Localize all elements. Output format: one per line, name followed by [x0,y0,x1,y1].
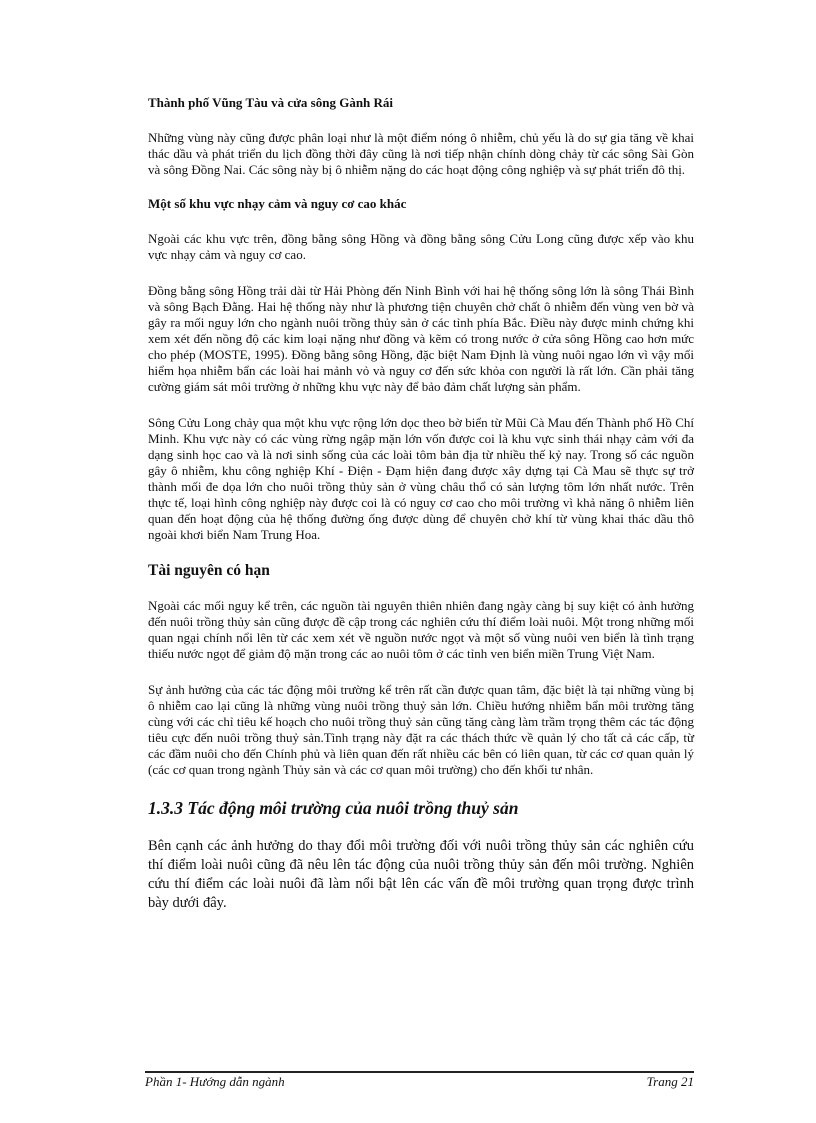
paragraph-sensitive-intro: Ngoài các khu vực trên, đồng bằng sông Hồng và đồng bằng sông Cửu Long cũng được xếp vào khu vực nhạy cảm và nguy cơ cao. [148,231,694,262]
page-number: Trang 21 [646,1074,694,1089]
page-content [148,95,694,913]
paragraph-resources-depletion: Ngoài các mối nguy kể trên, các nguồn tài nguyên thiên nhiên đang ngày càng bị suy kiệt có ảnh hưởng đến nuôi trồng thủy sản cũng được đề cập trong các nghiên cứu thí điểm loài nuôi. Một trong những mối quan ngại chính nổi lên từ các xem xét về nguồn nước ngọt và một số vùng nuôi ven biển là tình trạng thiếu nước ngọt để giảm độ mặn trong các ao nuôi tôm ở các tỉnh ven biển miền Trung Việt Nam. [148,598,694,661]
footer-section-label: Phần 1- Hướng dẫn ngành [145,1074,285,1089]
section-heading-vung-tau: Thành phố Vũng Tàu và cửa sông Gành Rái [148,95,394,110]
page-footer [145,1074,694,1090]
paragraph-environmental-impacts: Sự ảnh hưởng của các tác động môi trường kể trên rất cần được quan tâm, đặc biệt là tại những vùng bị ô nhiễm cao lại cũng là những vùng nuôi trồng thuỷ sản lớn. Chiều hướng nhiễm bẩn môi trường tăng cùng với các chỉ tiêu kế hoạch cho nuôi trồng thuỷ sản cũng tăng càng làm trầm trọng thêm các tác động tiêu cực đến nuôi trồng thuỷ sản.Tình trạng này đặt ra các thách thức về quản lý cho tất cả các cấp, từ các đầm nuôi cho đến Chính phủ và liên quan đến rất nhiều các bên có liên quan, từ các cơ quan quản lý (các cơ quan trong ngành Thủy sản và các cơ quan môi trường) cho đến khối tư nhân. [148,682,694,777]
paragraph-mekong-delta: Sông Cửu Long chảy qua một khu vực rộng lớn dọc theo bờ biển từ Mũi Cà Mau đến Thành phố Hồ Chí Minh. Khu vực này có các vùng rừng ngập mặn lớn vốn được coi là khu vực sinh thái nhạy cảm với đa dạng sinh học cao và là nơi sinh sống của các loài tôm bản địa từ nhiều thế kỷ nay. Trong số các nguồn gây ô nhiễm, khu công nghiệp Khí - Điện - Đạm hiện đang được xây dựng tại Cà Mau sẽ thực sự trở thành mối đe dọa lớn cho nuôi trồng thủy sản ở vùng châu thổ có sản lượng tôm lớn nhất nước. Trên thực tế, loại hình công nghiệp này được coi là có nguy cơ cao cho môi trường vì khả năng ô nhiễm liên quan đến hoạt động của hệ thống đường ống được dùng để chuyên chở khí từ vùng khai thác dầu thô ngoài khơi biển Nam Trung Hoa. [148,415,694,542]
section-heading-sensitive-areas: Một số khu vực nhạy cảm và nguy cơ cao khác [148,196,407,211]
footer-divider [145,1071,694,1073]
paragraph-vung-tau: Những vùng này cũng được phân loại như là một điểm nóng ô nhiễm, chủ yếu là do sự gia tăng về khai thác dầu và phát triển du lịch đồng thời đây cũng là nơi tiếp nhận chính dòng chảy từ các sông Sài Gòn và sông Đồng Nai. Các sông này bị ô nhiễm nặng do các hoạt động công nghiệp và sự phát triển đô thị. [148,130,694,177]
paragraph-aquaculture-impact: Bên cạnh các ảnh hưởng do thay đổi môi trường đối với nuôi trồng thủy sản các nghiên cứu thí điểm loài nuôi cũng đã nêu lên tác động của nuôi trồng thủy sản đến môi trường. Nghiên cứu thí điểm các loài nuôi đã làm nổi bật lên các vấn đề môi trường quan trọng được trình bày dưới đây. [148,838,694,911]
section-heading-limited-resources: Tài nguyên có hạn [148,562,270,579]
paragraph-red-river-delta: Đồng bằng sông Hồng trải dài từ Hải Phòng đến Ninh Bình với hai hệ thống sông lớn là sông Thái Bình và sông Bạch Đằng. Hai hệ thống này như là phương tiện chuyên chở chất ô nhiễm đến vùng ven bờ và gây ra mối nguy lớn cho ngành nuôi trồng thủy sản ở các tỉnh phía Bắc. Điều này được minh chứng khi xem xét đến nồng độ các kim loại nặng như đồng và kẽm có trong nước ở cửa sông Hồng cao hơn mức cho phép (MOSTE, 1995). Đồng bằng sông Hồng, đặc biệt Nam Định là vùng nuôi ngao lớn vì vậy mối hiểm họa nhiễm bẩn các loài hai mảnh vỏ và nguy cơ đến sức khỏa con người là rất lớn. Cần phải tăng cường giám sát môi trường ở những khu vực này để bảo đảm chất lượng sản phẩm. [148,283,694,394]
section-heading-aquaculture-impact: 1.3.3 Tác động môi trường của nuôi trồng thuỷ sản [148,798,519,818]
